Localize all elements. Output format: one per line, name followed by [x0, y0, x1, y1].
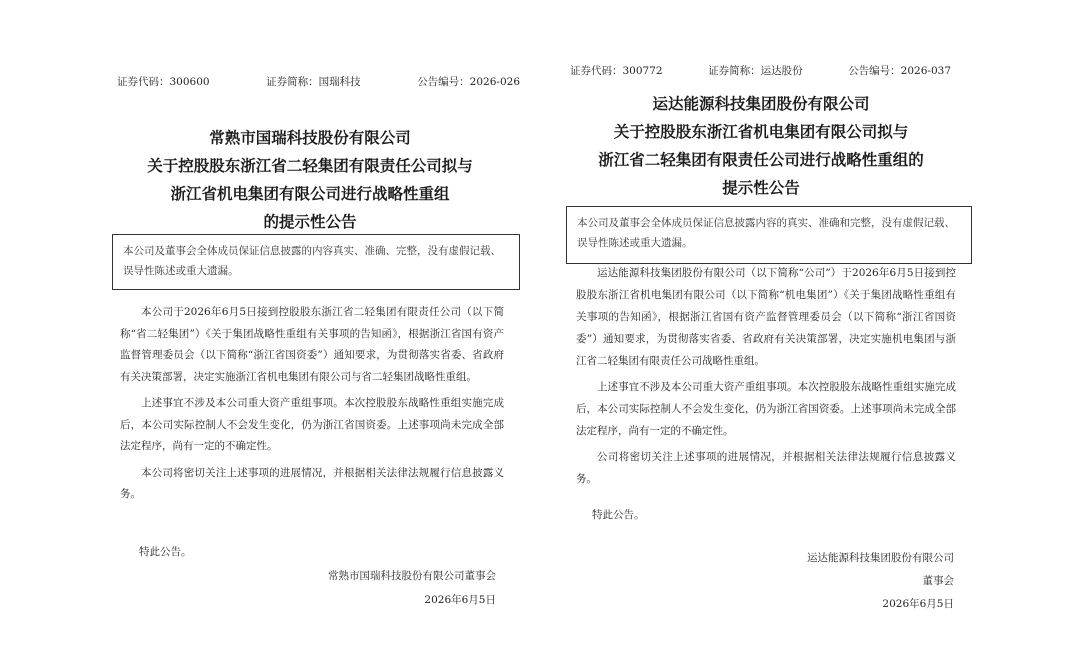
doc-body: [576, 262, 956, 494]
disclaimer-text: 本公司及董事会全体成员保证信息披露的内容真实、准确、完整，没有虚假记载、误导性陈述或重大遗漏。: [123, 245, 501, 277]
doc-header: [117, 74, 520, 89]
closing-text: 特此公告。: [592, 509, 645, 521]
body-paragraph: 上述事宜不涉及本公司重大资产重组事项。本次控股股东战略性重组实施完成后，本公司实际控制人不会发生变化，仍为浙江省国资委。上述事项尚未完成全部法定程序，尚有一定的不确定性。: [120, 397, 504, 452]
disclaimer-text: 本公司及董事会全体成员保证信息披露内容的真实、准确和完整，没有虚假记载、误导性陈述或重大遗漏。: [577, 217, 955, 249]
signature-org: 运达能源科技集团股份有限公司: [807, 552, 954, 564]
stock-short-name: 证券简称：运达股份: [708, 65, 803, 77]
announcement-number: 公告编号：2026-037: [848, 65, 951, 77]
signature-date: 2026年6月5日: [424, 594, 496, 606]
body-paragraph: 本公司将密切关注上述事项的进展情况，并根据相关法律法规履行信息披露义务。: [120, 466, 504, 500]
stock-code: 证券代码：300772: [570, 65, 663, 77]
signature-role: 董事会: [922, 575, 954, 587]
announcement-right: [556, 0, 966, 654]
signature-block: [328, 564, 496, 612]
disclaimer-box: [566, 206, 972, 264]
title-line: 关于控股股东浙江省机电集团有限公司拟与: [613, 122, 909, 141]
body-paragraph: 上述事宜不涉及本公司重大资产重组事项。本次控股股东战略性重组实施完成后，本公司实际控制人不会发生变化，仍为浙江省国资委。上述事项尚未完成全部法定程序，尚有一定的不确定性。: [576, 381, 956, 437]
body-paragraph: 公司将密切关注上述事项的进展情况，并根据相关法律法规履行信息披露义务。: [576, 451, 956, 485]
body-paragraph: 本公司于2026年6月5日接到控股股东浙江省二轻集团有限责任公司（以下简称“省二轻集团”）《关于集团战略性重组有关事项的告知函》，根据浙江省国有资产监督管理委员会（以下简称“浙江省国资委”）通知要求，为贯彻落实省委、省政府有关决策部署，决定实施浙江省机电集团有限公司与省二轻集团战略性重组。: [120, 306, 504, 383]
title-line: 浙江省二轻集团有限责任公司进行战略性重组的: [598, 150, 924, 169]
doc-header: [570, 63, 951, 78]
title-line: 的提示性公告: [263, 212, 357, 231]
doc-title: [556, 90, 966, 202]
title-line: 常熟市国瑞科技股份有限公司: [209, 128, 411, 147]
body-paragraph: 运达能源科技集团股份有限公司（以下简称“公司”）于2026年6月5日接到控股股东浙江省机电集团有限公司（以下简称“机电集团”）《关于集团战略性重组有关事项的告知函》，根据浙江省国有资产监督管理委员会（以下简称“浙江省国资委”）通知要求，为贯彻落实省委、省政府有关决策部署，决定实施机电集团与浙江省二轻集团有限责任公司战略性重组。: [576, 267, 956, 367]
announcement-number: 公告编号：2026-026: [417, 76, 520, 88]
doc-body: [120, 302, 504, 511]
disclaimer-box: [112, 234, 520, 290]
signature-org: 常熟市国瑞科技股份有限公司董事会: [328, 570, 496, 582]
closing-text: 特此公告。: [139, 546, 192, 558]
signature-date: 2026年6月5日: [882, 598, 954, 610]
signature-block: [807, 547, 954, 616]
stock-short-name: 证券简称：国瑞科技: [266, 76, 361, 88]
stock-code: 证券代码：300600: [117, 76, 210, 88]
title-line: 运达能源科技集团股份有限公司: [652, 94, 870, 113]
announcement-left: [100, 0, 520, 654]
title-line: 浙江省机电集团有限公司进行战略性重组: [170, 184, 450, 203]
title-line: 关于控股股东浙江省二轻集团有限责任公司拟与: [147, 156, 473, 175]
doc-title: [100, 124, 520, 236]
title-line: 提示性公告: [722, 178, 800, 197]
